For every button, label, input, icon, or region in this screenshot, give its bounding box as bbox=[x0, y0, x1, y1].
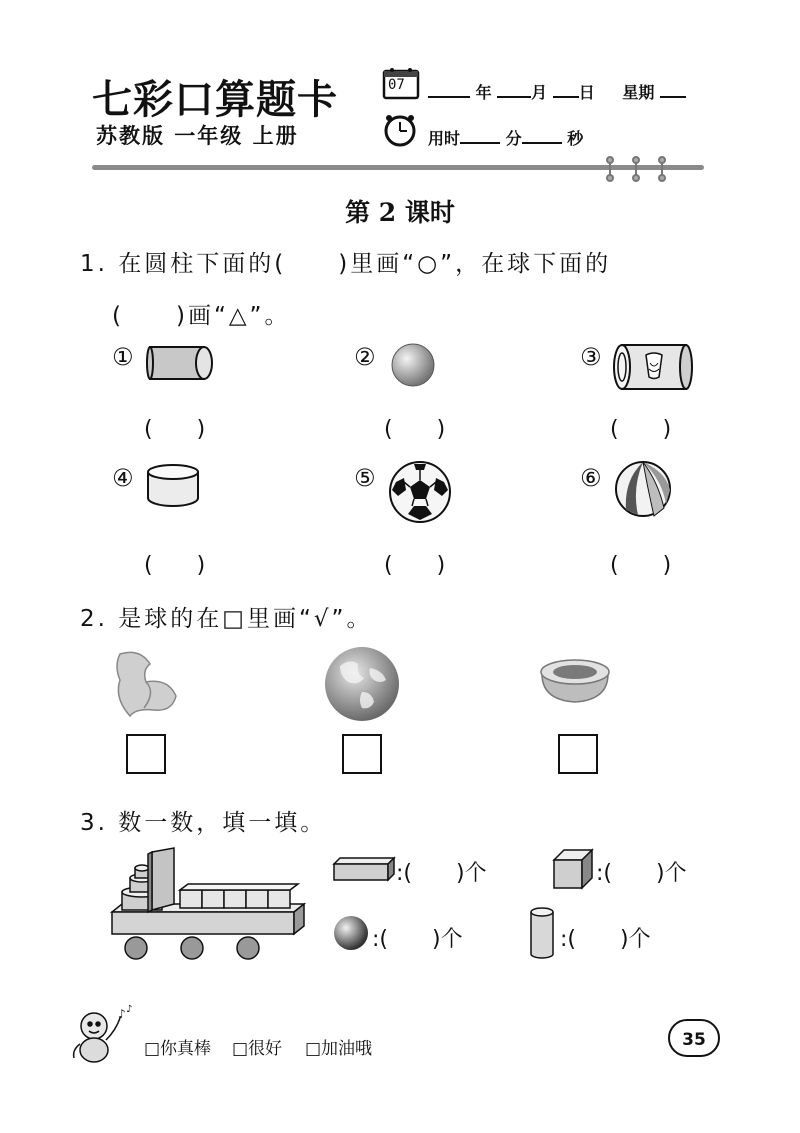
item-number: ④ bbox=[112, 464, 134, 492]
cube-count[interactable]: :( )个 bbox=[596, 861, 687, 886]
mascot-icon bbox=[68, 1004, 134, 1070]
soccer-ball-icon bbox=[388, 460, 452, 528]
svg-text:♪: ♪ bbox=[118, 1007, 126, 1021]
calendar-number: 07 bbox=[388, 77, 405, 93]
answer-paren[interactable]: ( ) bbox=[384, 417, 446, 442]
answer-paren[interactable]: ( ) bbox=[144, 417, 206, 442]
answer-paren[interactable]: ( ) bbox=[144, 553, 206, 578]
year-blank[interactable] bbox=[428, 82, 470, 98]
q2-text: 2. 是球的在□里画“√”。 bbox=[80, 606, 373, 632]
can-icon bbox=[612, 341, 696, 397]
item-number: ③ bbox=[580, 343, 602, 371]
svg-text:♪: ♪ bbox=[126, 1004, 133, 1015]
q3-text: 3. 数一数，填一填。 bbox=[80, 810, 327, 836]
time-line bbox=[428, 126, 583, 149]
weekday-blank[interactable] bbox=[660, 82, 686, 98]
item-number: ① bbox=[112, 343, 134, 371]
cylinder-icon bbox=[528, 906, 556, 964]
date-line bbox=[428, 80, 686, 103]
item-number: ⑤ bbox=[354, 464, 376, 492]
edition-label: 苏教版 一年级 上册 bbox=[96, 124, 299, 148]
answer-box[interactable] bbox=[558, 734, 598, 774]
page-number: 35 bbox=[668, 1019, 720, 1057]
day-label: 日 bbox=[578, 83, 595, 102]
rating-good[interactable]: □很好 bbox=[232, 1039, 283, 1059]
curved-shape-icon bbox=[108, 646, 184, 726]
q1-line1: 1. 在圆柱下面的( )里画“○”，在球下面的 bbox=[80, 251, 612, 277]
time-used-label: 用时 bbox=[428, 129, 461, 148]
answer-paren[interactable]: ( ) bbox=[610, 417, 672, 442]
beach-ball-icon bbox=[614, 460, 672, 522]
seconds-blank[interactable] bbox=[522, 128, 562, 144]
seconds-label: 秒 bbox=[567, 129, 584, 148]
answer-paren[interactable]: ( ) bbox=[610, 553, 672, 578]
q1-line2: ( )画“△”。 bbox=[112, 303, 291, 329]
answer-box[interactable] bbox=[342, 734, 382, 774]
cube-icon bbox=[552, 848, 594, 894]
minutes-blank[interactable] bbox=[460, 128, 500, 144]
sphere-icon bbox=[390, 342, 436, 392]
answer-box[interactable] bbox=[126, 734, 166, 774]
bowl-icon bbox=[534, 652, 616, 716]
day-blank[interactable] bbox=[553, 82, 579, 98]
month-blank[interactable] bbox=[497, 82, 531, 98]
block-truck-icon bbox=[108, 846, 308, 970]
weekday-label: 星期 bbox=[622, 83, 655, 102]
cylinder-lying-icon bbox=[146, 343, 214, 387]
rating-great[interactable]: □你真棒 bbox=[144, 1039, 212, 1059]
month-label: 月 bbox=[531, 83, 548, 102]
cylinder-short-icon bbox=[144, 462, 202, 512]
rating-keep-going[interactable]: □加油哦 bbox=[305, 1039, 373, 1059]
cylinder-count[interactable]: :( )个 bbox=[560, 927, 651, 952]
answer-paren[interactable]: ( ) bbox=[384, 553, 446, 578]
item-number: ⑥ bbox=[580, 464, 602, 492]
ball-icon bbox=[332, 914, 370, 956]
divider-beads bbox=[602, 156, 672, 182]
clock-icon bbox=[382, 112, 418, 148]
item-number: ② bbox=[354, 343, 376, 371]
minutes-label: 分 bbox=[505, 129, 522, 148]
ball-count[interactable]: :( )个 bbox=[372, 927, 463, 952]
cuboid-count[interactable]: :( )个 bbox=[396, 861, 487, 886]
brand-title: 七彩口算题卡 bbox=[92, 76, 338, 123]
globe-icon bbox=[322, 644, 402, 728]
cuboid-icon bbox=[332, 856, 396, 886]
year-label: 年 bbox=[475, 83, 492, 102]
lesson-title: 第 2 课时 bbox=[345, 198, 455, 227]
